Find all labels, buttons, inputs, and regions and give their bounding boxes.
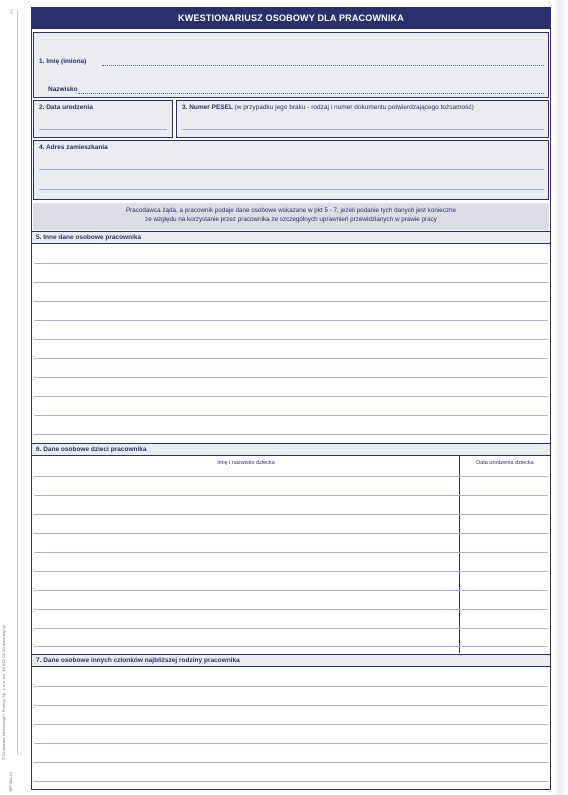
- address-line-2[interactable]: [39, 189, 544, 190]
- table-row-line: [34, 476, 548, 477]
- table-row-line: [34, 533, 548, 534]
- address-box: [33, 140, 549, 200]
- table-row-line: [34, 495, 548, 496]
- table-row-line: [34, 552, 548, 553]
- birth-date-box: [33, 100, 173, 138]
- notice-line-1: Pracodawca żąda, a pracownik podaje dane osobowe wskazane w pkt 5 - 7, jeżeli podanie tych danych jest konieczne: [125, 207, 457, 214]
- pesel-box: [176, 100, 549, 138]
- surname-label: Nazwisko: [48, 86, 78, 93]
- section-7-header: [32, 654, 550, 667]
- birth-date-field[interactable]: [39, 129, 167, 130]
- child-birth-column-header: Data urodzenia dziecka: [476, 460, 534, 466]
- form-title: KWESTIONARIUSZ OSOBOWY DLA PRACOWNIKA: [32, 8, 550, 29]
- table-row-line: [34, 628, 548, 629]
- page-edge-shadow: [554, 0, 568, 795]
- section-7-label: 7. Dane osobowe innych członków najbliższej rodziny pracownika: [36, 657, 240, 664]
- child-name-column-header: Imię i nazwisko dziecka: [217, 460, 275, 466]
- pesel-hint: (w przypadku jego braku - rodzaj i numer dokumentu potwierdzającego tożsamość): [234, 104, 474, 111]
- writing-line: [34, 263, 548, 264]
- table-row-line: [34, 514, 548, 515]
- pesel-label-text: 3. Numer PESEL: [182, 104, 233, 111]
- writing-line: [34, 377, 548, 378]
- table-row-line: [34, 590, 548, 591]
- table-row-line: [34, 646, 548, 647]
- writing-line: [34, 762, 548, 763]
- questionnaire-form: [31, 7, 551, 790]
- section-5-header: [32, 231, 550, 244]
- name-box: [33, 32, 549, 98]
- writing-line: [34, 301, 548, 302]
- legal-notice: [33, 203, 549, 230]
- writing-line: [34, 724, 548, 725]
- corner-mark: RT: [9, 8, 14, 14]
- writing-line: [34, 415, 548, 416]
- section-6-lines[interactable]: [32, 456, 550, 653]
- writing-line: [34, 358, 548, 359]
- pesel-label: [182, 104, 474, 111]
- pesel-field[interactable]: [182, 129, 544, 130]
- first-name-field[interactable]: [102, 65, 544, 66]
- writing-line: [34, 743, 548, 744]
- table-row-line: [34, 609, 548, 610]
- section-5-lines[interactable]: [32, 244, 550, 441]
- left-margin: [0, 0, 26, 795]
- section-6-header: [32, 443, 550, 456]
- writing-line: [34, 434, 548, 435]
- first-name-label: 1. Imię (imiona): [39, 58, 87, 65]
- writing-line: [34, 781, 548, 782]
- table-row-line: [34, 571, 548, 572]
- writing-line: [34, 320, 548, 321]
- notice-line-2: ze względu na korzystanie przez pracownika ze szczególnych uprawnień przewidzianych w prawie pracy: [145, 216, 437, 223]
- surname-field[interactable]: [78, 93, 544, 94]
- form-code: MiP 350-01: [8, 771, 13, 792]
- margin-fold-line: [17, 10, 18, 755]
- writing-line: [34, 686, 548, 687]
- address-label: 4. Adres zamieszkania: [39, 144, 108, 151]
- writing-line: [34, 396, 548, 397]
- section-6-label: 6. Dane osobowe dzieci pracownika: [36, 446, 147, 453]
- section-5-label: 5. Inne dane osobowe pracownika: [36, 234, 142, 241]
- section-7-lines[interactable]: [32, 667, 550, 789]
- publisher-imprint: © Drukarnia Michalczyk i Prokop Sp. z o.o. tel. 48 662 00 00 www.mip.pl: [1, 624, 6, 760]
- address-line-1[interactable]: [39, 169, 544, 170]
- writing-line: [34, 705, 548, 706]
- writing-line: [34, 339, 548, 340]
- birth-date-label: 2. Data urodzenia: [39, 104, 93, 111]
- writing-line: [34, 282, 548, 283]
